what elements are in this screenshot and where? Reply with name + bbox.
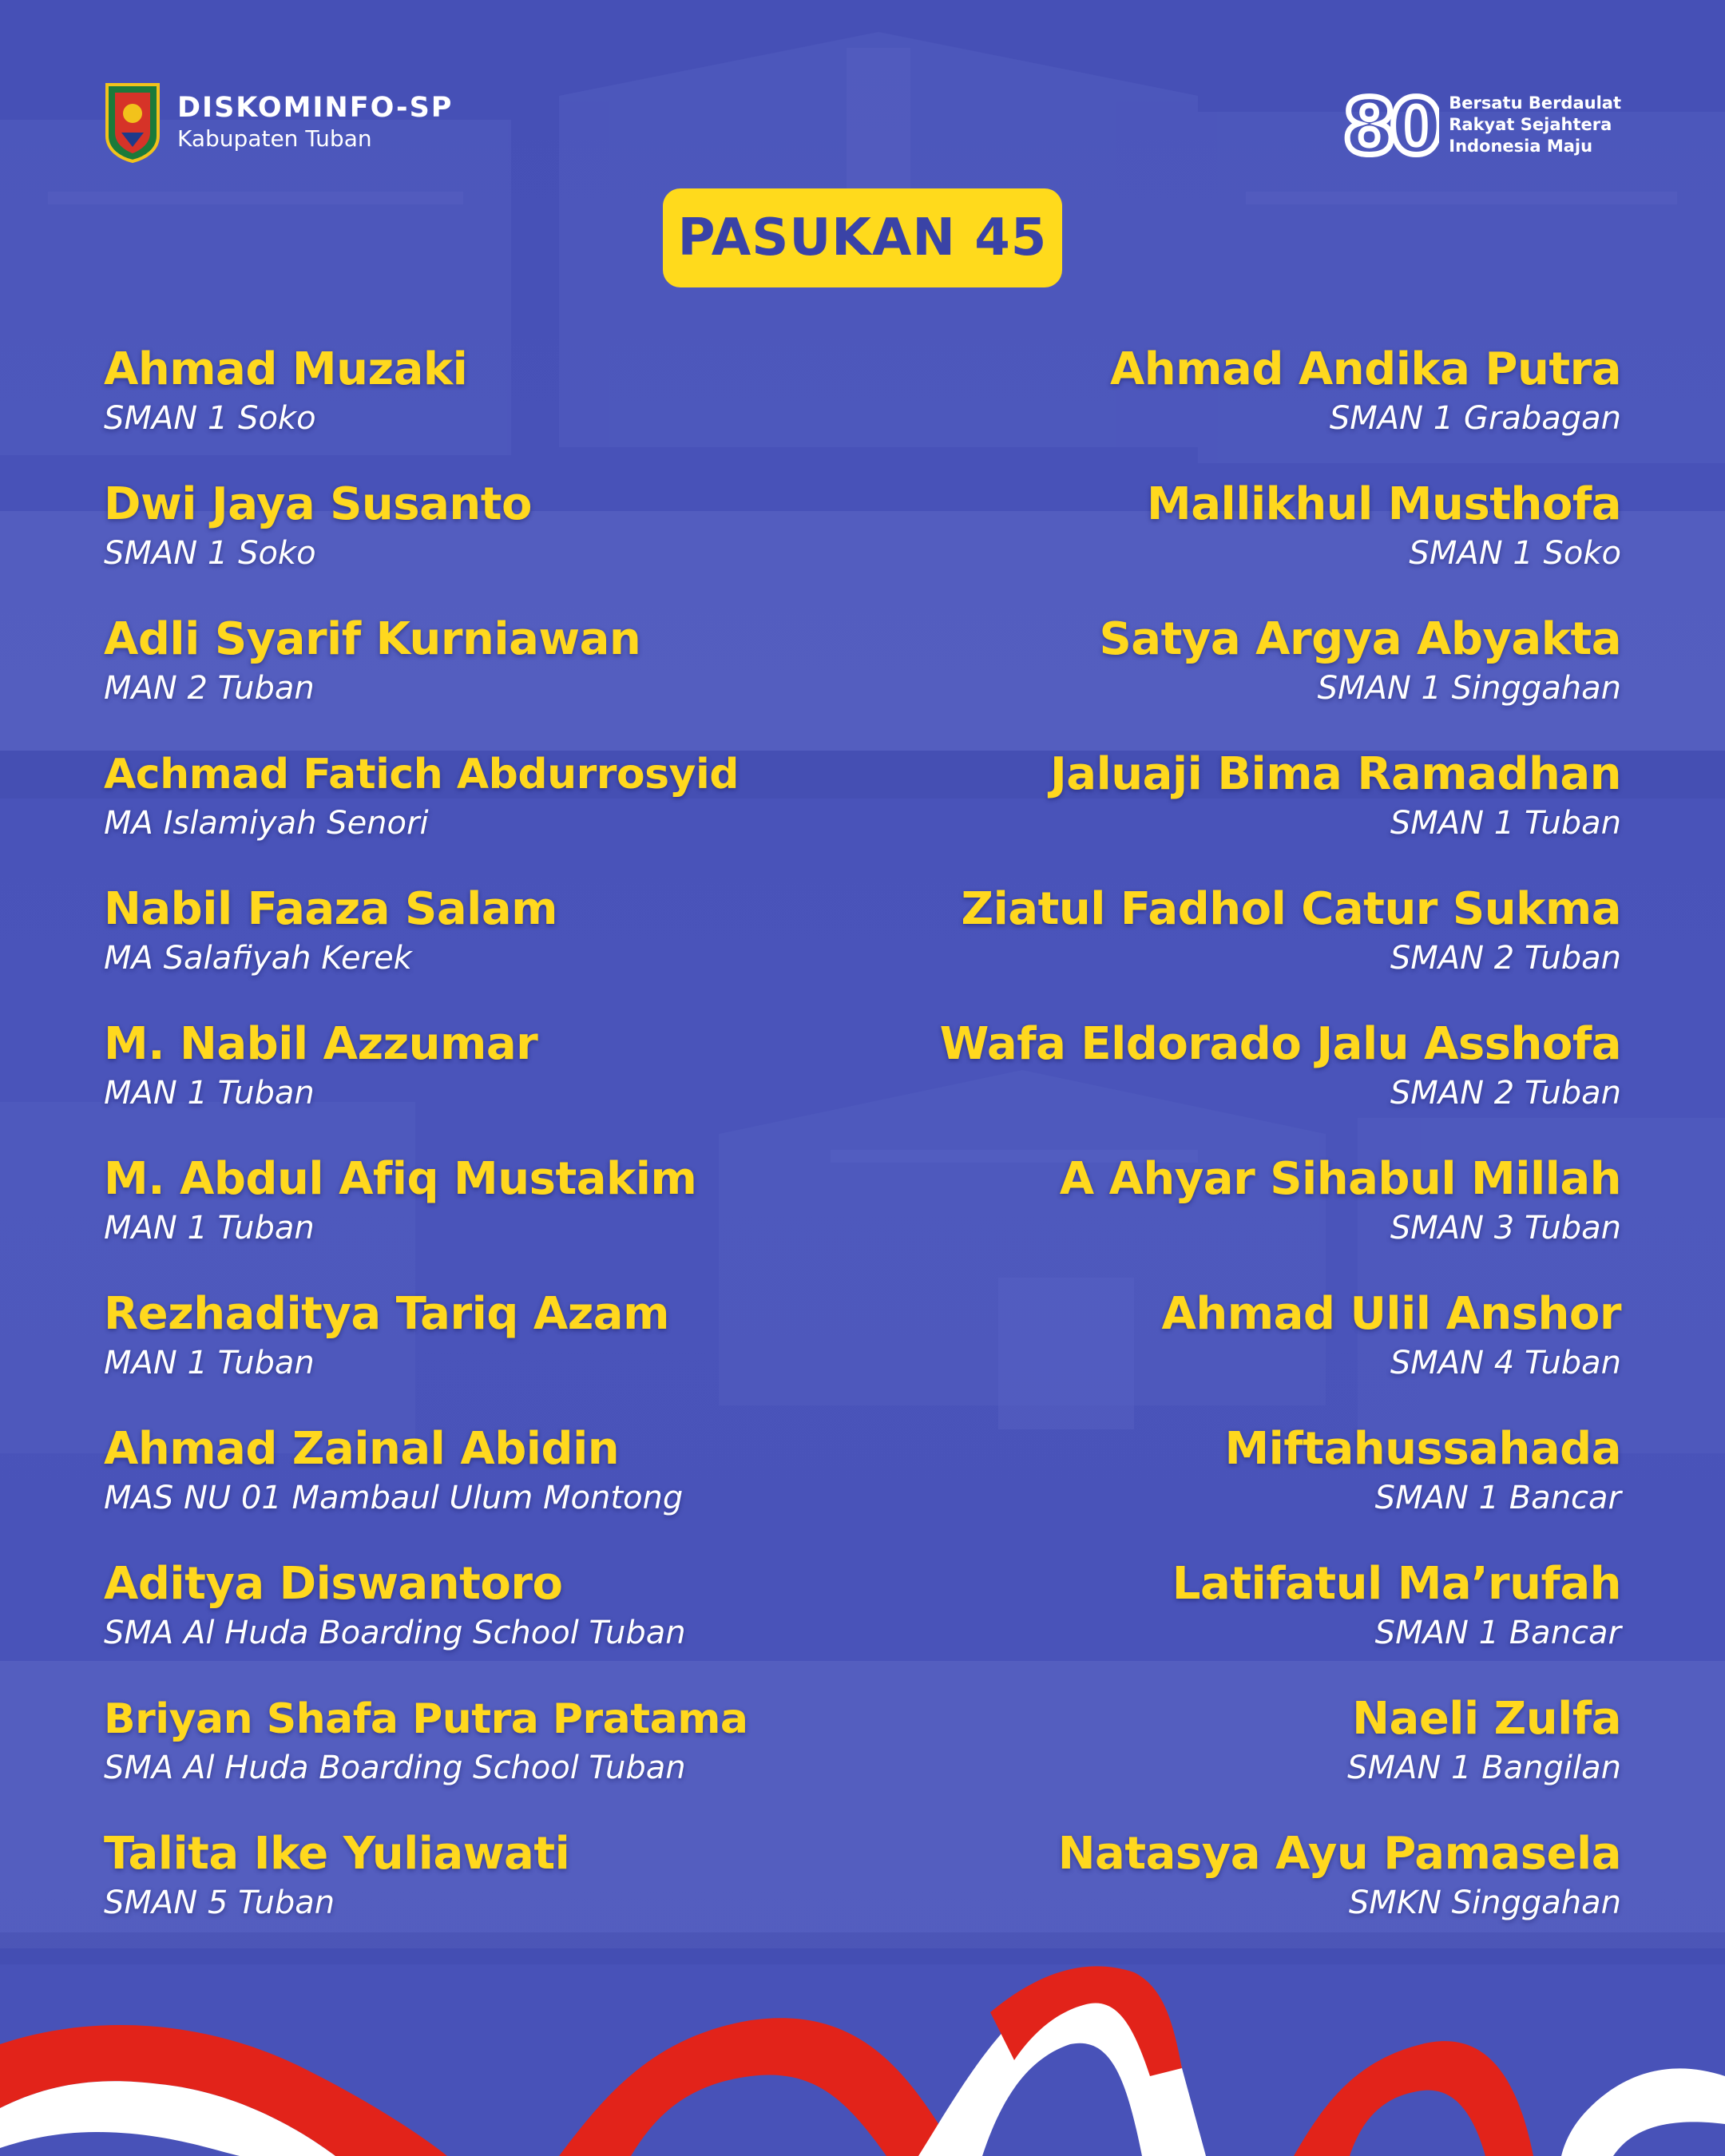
member-name: Naeli Zulfa	[1352, 1693, 1621, 1745]
anniversary-number: 80	[1342, 82, 1438, 169]
list-item	[823, 612, 1621, 747]
list-item	[823, 747, 1621, 882]
ri-80-anniversary-logo-icon	[1340, 80, 1439, 169]
member-name: Achmad Fatich Abdurrosyid	[104, 751, 739, 799]
member-school: MAN 1 Tuban	[104, 1345, 315, 1381]
list-item	[104, 477, 902, 612]
org-name: DISKOMINFO-SP	[177, 92, 454, 124]
member-name: Talita Ike Yuliawati	[104, 1828, 570, 1880]
list-item	[104, 1017, 902, 1151]
member-school: MA Salafiyah Kerek	[104, 940, 412, 977]
member-name: Satya Argya Abyakta	[1099, 613, 1621, 665]
member-school: SMAN 1 Tuban	[1390, 805, 1621, 842]
list-item	[104, 1421, 902, 1556]
member-name: Rezhaditya Tariq Azam	[104, 1288, 669, 1340]
list-item	[823, 1421, 1621, 1556]
organization-header	[104, 80, 453, 163]
list-item	[104, 747, 902, 882]
list-item	[823, 477, 1621, 612]
list-item	[823, 882, 1621, 1017]
member-name: Briyan Shafa Putra Pratama	[104, 1695, 748, 1743]
member-name: M. Nabil Azzumar	[104, 1018, 538, 1070]
member-name: A Ahyar Sihabul Millah	[1059, 1153, 1621, 1205]
members-left-column	[104, 342, 902, 1961]
member-school: SMAN 2 Tuban	[1390, 1075, 1621, 1112]
list-item	[823, 342, 1621, 477]
anniversary-logo	[1340, 80, 1621, 169]
list-item	[823, 1017, 1621, 1151]
member-name: Ahmad Andika Putra	[1109, 343, 1621, 395]
member-school: MAN 1 Tuban	[104, 1210, 315, 1246]
anniversary-line-2: Rakyat Sejahtera	[1449, 114, 1612, 134]
list-item	[104, 342, 902, 477]
members-right-column	[823, 342, 1621, 1961]
list-item	[823, 1691, 1621, 1826]
member-school: MA Islamiyah Senori	[104, 805, 429, 842]
member-name: Dwi Jaya Susanto	[104, 478, 533, 530]
list-item	[823, 1556, 1621, 1691]
member-name: Ahmad Ulil Anshor	[1161, 1288, 1621, 1340]
anniversary-line-1: Bersatu Berdaulat	[1449, 93, 1621, 113]
list-item	[104, 1556, 902, 1691]
member-school: SMAN 1 Bancar	[1374, 1480, 1621, 1516]
member-school: SMKN Singgahan	[1348, 1885, 1621, 1921]
title-badge: PASUKAN 45	[663, 188, 1062, 287]
member-school: SMA Al Huda Boarding School Tuban	[104, 1615, 686, 1651]
list-item	[823, 1151, 1621, 1286]
member-school: SMAN 1 Soko	[104, 400, 316, 437]
list-item	[823, 1826, 1621, 1961]
member-school: SMAN 1 Bangilan	[1347, 1750, 1621, 1786]
member-name: Adli Syarif Kurniawan	[104, 613, 641, 665]
member-name: M. Abdul Afiq Mustakim	[104, 1153, 697, 1205]
member-name: Ahmad Muzaki	[104, 343, 468, 395]
member-school: MAN 1 Tuban	[104, 1075, 315, 1112]
member-name: Jaluaji Bima Ramadhan	[1049, 748, 1621, 800]
member-name: Ziatul Fadhol Catur Sukma	[961, 883, 1621, 935]
member-school: SMAN 2 Tuban	[1390, 940, 1621, 977]
member-school: SMAN 5 Tuban	[104, 1885, 335, 1921]
kabupaten-tuban-crest-icon	[104, 80, 161, 163]
member-name: Nabil Faaza Salam	[104, 883, 558, 935]
member-school: SMAN 1 Soko	[104, 535, 316, 572]
org-subtitle: Kabupaten Tuban	[177, 125, 372, 152]
list-item	[104, 1691, 902, 1826]
member-school: SMAN 1 Grabagan	[1329, 400, 1621, 437]
member-name: Natasya Ayu Pamasela	[1057, 1828, 1621, 1880]
member-school: MAN 2 Tuban	[104, 670, 315, 707]
member-name: Miftahussahada	[1224, 1423, 1621, 1475]
member-name: Mallikhul Musthofa	[1147, 478, 1621, 530]
member-name: Wafa Eldorado Jalu Asshofa	[939, 1018, 1621, 1070]
member-name: Aditya Diswantoro	[104, 1558, 563, 1610]
member-school: SMA Al Huda Boarding School Tuban	[104, 1750, 686, 1786]
member-school: SMAN 4 Tuban	[1390, 1345, 1621, 1381]
member-school: SMAN 1 Bancar	[1374, 1615, 1621, 1651]
member-school: SMAN 1 Soko	[1409, 535, 1621, 572]
member-name: Ahmad Zainal Abidin	[104, 1423, 620, 1475]
member-name: Latifatul Ma’rufah	[1172, 1558, 1621, 1610]
member-school: SMAN 3 Tuban	[1390, 1210, 1621, 1246]
list-item	[104, 612, 902, 747]
list-item	[104, 1151, 902, 1286]
list-item	[104, 1826, 902, 1961]
member-school: SMAN 1 Singgahan	[1317, 670, 1621, 707]
list-item	[104, 1286, 902, 1421]
anniversary-line-3: Indonesia Maju	[1449, 136, 1593, 156]
member-school: MAS NU 01 Mambaul Ulum Montong	[104, 1480, 684, 1516]
list-item	[104, 882, 902, 1017]
list-item	[823, 1286, 1621, 1421]
